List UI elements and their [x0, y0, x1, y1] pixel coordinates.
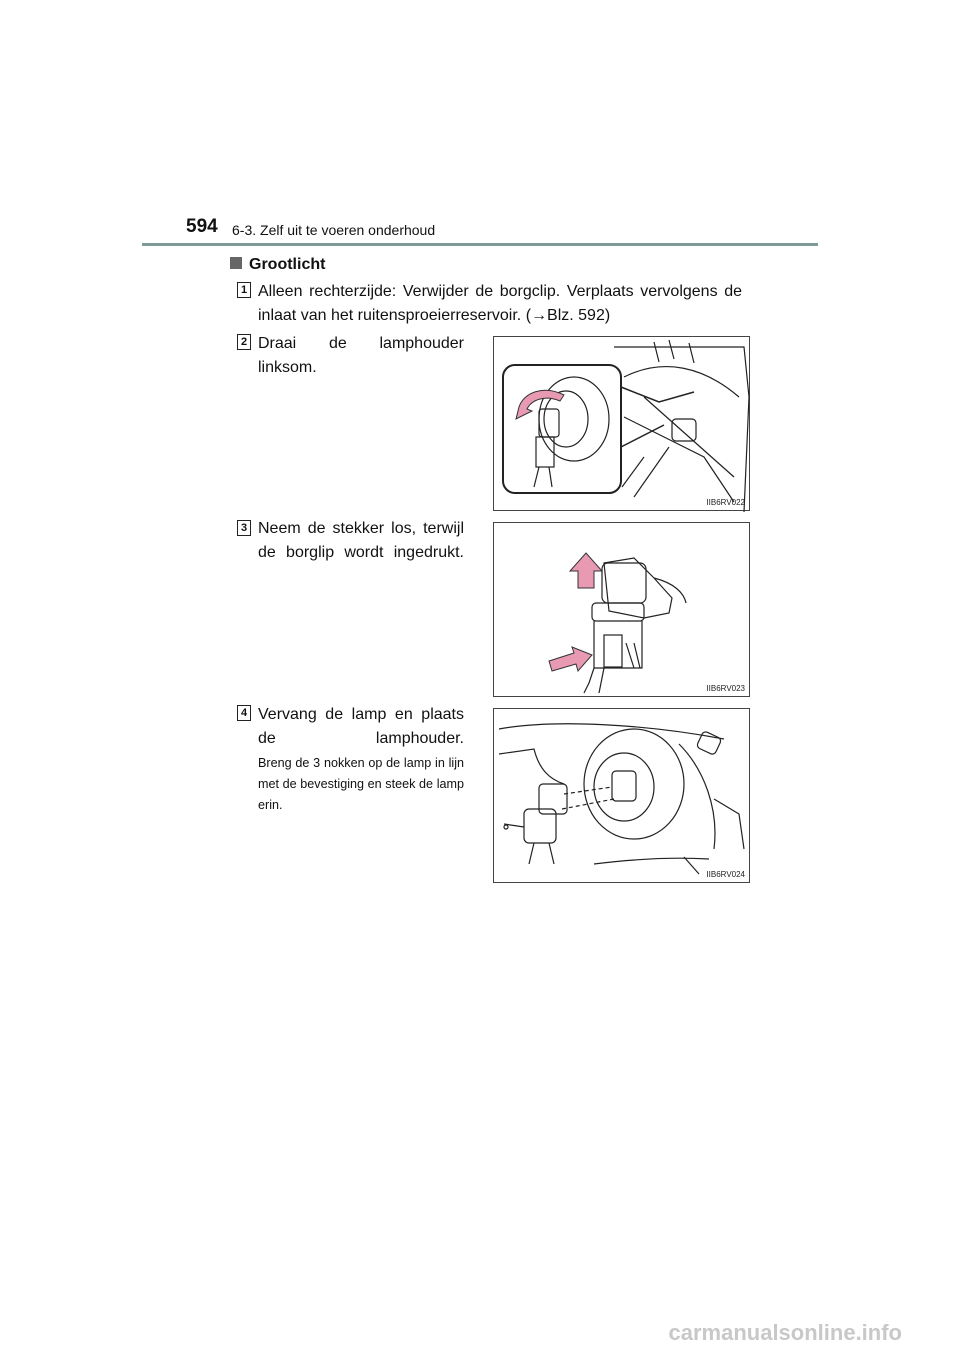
- step-number-1: 1: [237, 282, 251, 298]
- bulb-replacement-illustration: [494, 709, 751, 884]
- section-title: 6-3. Zelf uit te voeren onderhoud: [232, 222, 436, 238]
- figure-rotate-lamp-holder: [493, 336, 750, 511]
- figure-code: IIB6RV023: [706, 684, 745, 693]
- figure-code: IIB6RV024: [706, 870, 745, 879]
- step-4-text: Vervang de lamp en plaats de lamphouder.: [258, 706, 464, 747]
- figure-replace-bulb: [493, 708, 750, 883]
- step-number-2: 2: [237, 334, 251, 350]
- step-2-text: Draai de lamphouder linksom.: [258, 335, 464, 376]
- headlight-rotate-illustration: [494, 337, 751, 512]
- figure-code: IIB6RV022: [706, 498, 745, 507]
- watermark: carmanualsonline.info: [668, 1320, 902, 1345]
- square-bullet-icon: [230, 257, 242, 269]
- step-4-note: Breng de 3 nokken op de lamp in lijn met de bevestiging en steek de lamp erin.: [258, 756, 464, 812]
- section-heading: [230, 256, 325, 274]
- header-divider: [142, 243, 818, 246]
- step-number-4: 4: [237, 705, 251, 721]
- heading-text: Grootlicht: [249, 256, 326, 273]
- figure-disconnect-plug: [493, 522, 750, 697]
- bulb-connector-illustration: [494, 523, 751, 698]
- step-3-text: Neem de stekker los, terwijl de borglip wordt ingedrukt.: [258, 520, 464, 561]
- step-number-3: 3: [237, 520, 251, 536]
- step-1-text: Alleen rechterzijde: Verwijder de borgclip. Verplaats vervolgens de inlaat van het ruitensproeierreservoir. (→Blz. 592): [258, 283, 742, 324]
- page-number: 594: [186, 216, 218, 237]
